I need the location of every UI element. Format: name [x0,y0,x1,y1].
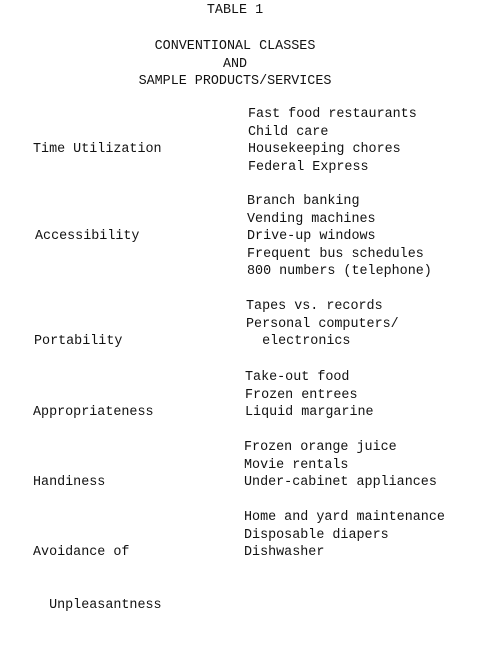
class-name-line: Accessibility [35,229,140,244]
example-item: Frequent bus schedules [247,246,424,262]
example-item: Home and yard maintenance [244,510,445,525]
example-list [246,298,399,351]
example-item: Frozen entrees [245,387,358,403]
example-item: Take-out food [245,370,350,385]
example-item: Tapes vs. records [246,299,383,314]
example-item: Federal Express [248,159,369,175]
example-item: 800 numbers (telephone) [247,264,432,279]
heading-line: SAMPLE PRODUCTS/SERVICES [138,74,332,89]
example-item: Fast food restaurants [248,107,417,122]
class-name-line: Avoidance of [33,545,130,560]
class-name-line: Appropriateness [33,405,154,420]
example-item: Disposable diapers [244,527,389,543]
class-name-line: Unpleasantness [33,597,162,613]
class-name-line: Portability [34,334,123,349]
example-item: Vending machines [247,211,376,227]
table-label: TABLE 1 [206,3,264,18]
class-name-line: Time Utilization [33,142,162,157]
class-name [33,106,162,194]
heading-line: AND [222,56,248,72]
example-item: Movie rentals [244,457,349,473]
example-list [245,369,374,422]
example-list [247,193,432,281]
example-item: Dishwasher [244,545,325,560]
class-name-line: Handiness [33,475,106,490]
example-item: Personal computers/ [246,316,399,332]
table-number [0,2,470,20]
example-list [248,106,417,176]
heading-line: CONVENTIONAL CLASSES [154,39,316,54]
example-item: Branch banking [247,194,360,209]
example-list [244,439,437,492]
table-heading [0,38,470,91]
example-item: Liquid margarine [245,405,374,420]
example-item: Drive-up windows [247,229,376,244]
class-name [33,509,162,649]
example-item: Child care [248,124,329,140]
class-name [35,193,139,281]
example-list [244,509,445,562]
example-item: electronics [246,334,351,349]
example-item: Housekeeping chores [248,142,401,157]
example-item: Frozen orange juice [244,440,397,455]
example-item: Under-cabinet appliances [244,475,437,490]
